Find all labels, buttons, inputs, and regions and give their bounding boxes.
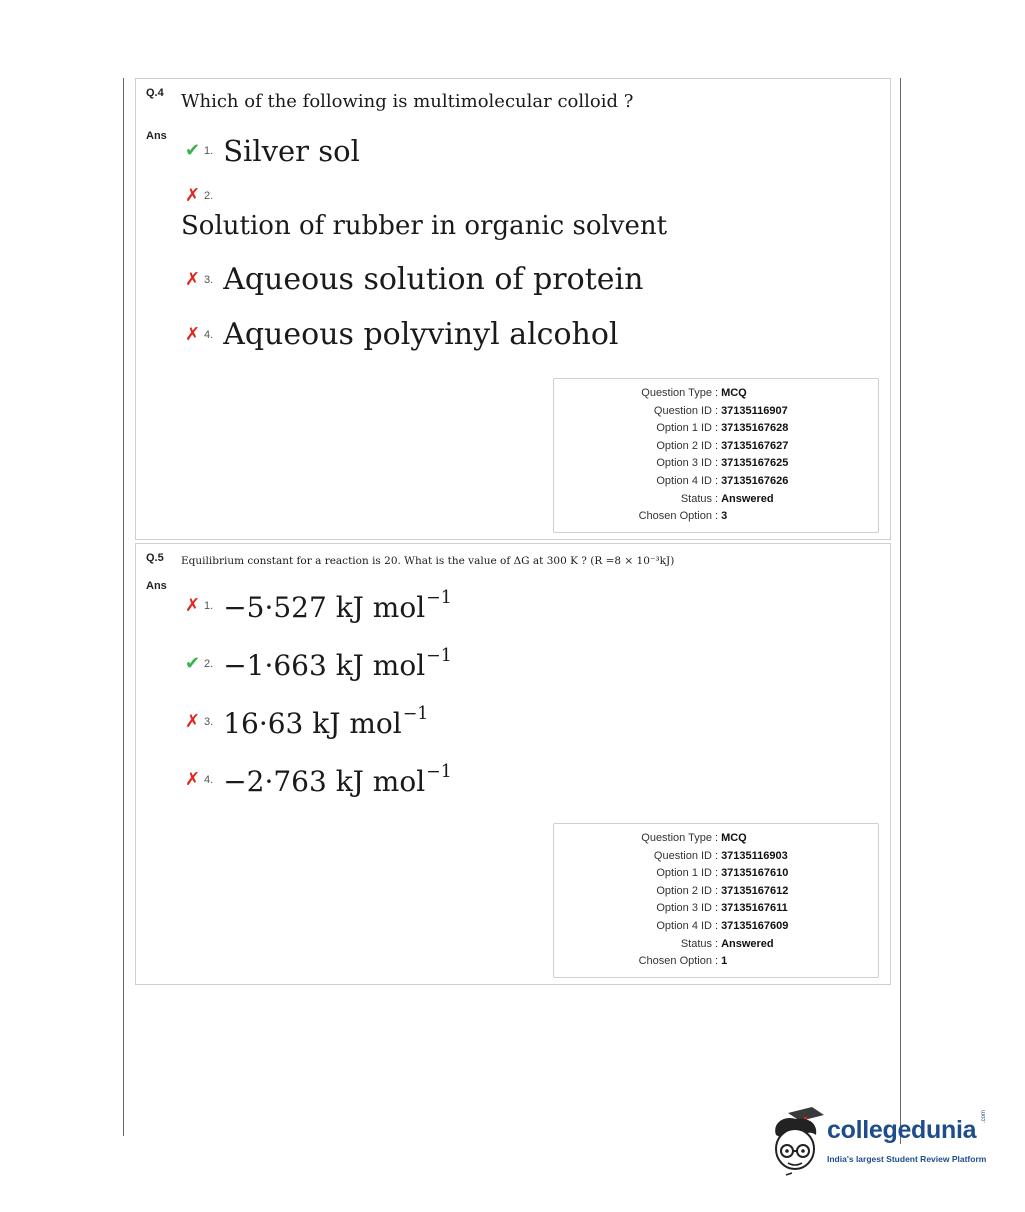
meta-value: 3	[721, 510, 728, 523]
meta-key: Option 4 ID	[656, 919, 712, 932]
option-exponent: −1	[402, 704, 429, 724]
meta-value: MCQ	[721, 387, 747, 399]
cross-icon: ✗	[185, 768, 201, 790]
option-text: Aqueous polyvinyl alcohol	[223, 317, 619, 352]
check-icon: ✔	[185, 140, 201, 161]
option-exponent: −1	[426, 646, 452, 666]
brand-name: collegedunia	[827, 1116, 977, 1144]
meta-value: Answered	[721, 937, 774, 950]
answer-label: Ans	[146, 130, 167, 142]
meta-key: Option 3 ID	[656, 902, 712, 915]
mascot-icon	[768, 1105, 826, 1180]
cross-icon: ✗	[185, 594, 201, 616]
option-exponent: −1	[426, 762, 452, 782]
meta-row: Option 4 ID : 37135167626	[554, 473, 878, 491]
cross-icon: ✗	[185, 710, 201, 732]
option-4	[185, 762, 452, 798]
option-number: 1.	[204, 145, 214, 157]
meta-row: Option 3 ID : 37135167625	[554, 455, 878, 473]
meta-row: Option 2 ID : 37135167627	[554, 438, 878, 456]
option-text: −1·663 kJ mol	[223, 648, 426, 682]
option-number: 1.	[204, 599, 214, 612]
question-number: Q.5	[146, 552, 164, 564]
question-card-4	[135, 78, 891, 540]
meta-key: Option 1 ID	[656, 422, 712, 435]
meta-key: Option 4 ID	[656, 474, 712, 487]
cross-icon: ✗	[185, 185, 201, 206]
option-number: 3.	[204, 273, 214, 286]
meta-key: Question ID	[653, 404, 712, 417]
option-3	[185, 262, 643, 297]
meta-row: Status : Answered	[554, 491, 878, 509]
question-text: Which of the following is multimolecular colloid ?	[181, 91, 634, 112]
page-border-left	[123, 78, 124, 1136]
option-2	[185, 646, 452, 682]
collegedunia-logo	[768, 1105, 998, 1185]
meta-key: Status	[680, 492, 712, 505]
option-2-marker	[185, 187, 223, 205]
option-number: 4.	[204, 328, 214, 341]
meta-value: 37135167626	[721, 474, 789, 487]
meta-key: Option 2 ID	[656, 439, 712, 452]
meta-value: 37135167625	[721, 457, 789, 470]
option-1	[185, 134, 360, 168]
meta-key: Question ID	[653, 849, 712, 862]
option-text: 16·63 kJ mol	[223, 706, 402, 740]
meta-value: 37135167610	[721, 867, 789, 880]
question-number: Q.4	[146, 87, 164, 99]
meta-key: Status	[680, 937, 712, 950]
cross-icon: ✗	[185, 268, 201, 290]
meta-row: Question Type : MCQ	[554, 830, 878, 848]
meta-row: Question ID : 37135116907	[554, 403, 878, 421]
meta-value: 1	[721, 955, 728, 968]
meta-row: Status : Answered	[554, 936, 878, 954]
question-card-5	[135, 543, 891, 985]
meta-key: Option 1 ID	[656, 867, 712, 880]
question-meta-box	[553, 823, 879, 978]
check-icon: ✔	[185, 652, 201, 674]
meta-value: 37135116903	[721, 849, 788, 862]
meta-value: Answered	[721, 492, 774, 505]
meta-value: 37135116907	[721, 404, 788, 417]
option-1	[185, 588, 452, 624]
answer-label: Ans	[146, 580, 167, 592]
option-text: Silver sol	[223, 134, 360, 168]
meta-row: Chosen Option : 3	[554, 508, 878, 526]
meta-value: MCQ	[721, 832, 747, 844]
meta-row: Question ID : 37135116903	[554, 848, 878, 866]
meta-row: Question Type : MCQ	[554, 385, 878, 403]
option-3	[185, 704, 428, 740]
option-number: 3.	[204, 715, 214, 728]
option-4	[185, 317, 619, 352]
meta-key: Chosen Option	[638, 955, 712, 968]
meta-key: Question Type	[641, 387, 712, 399]
option-number: 2.	[204, 657, 214, 670]
meta-key: Option 2 ID	[656, 884, 712, 897]
cross-icon: ✗	[185, 323, 201, 345]
meta-value: 37135167609	[721, 919, 789, 932]
meta-key: Option 3 ID	[656, 457, 712, 470]
meta-row: Option 3 ID : 37135167611	[554, 900, 878, 918]
meta-row: Option 4 ID : 37135167609	[554, 918, 878, 936]
meta-key: Chosen Option	[638, 510, 712, 523]
option-text: Aqueous solution of protein	[223, 262, 644, 297]
meta-value: 37135167611	[721, 902, 788, 915]
option-text: −5·527 kJ mol	[223, 590, 426, 624]
meta-row: Option 1 ID : 37135167628	[554, 420, 878, 438]
meta-row: Option 1 ID : 37135167610	[554, 865, 878, 883]
meta-value: 37135167628	[721, 422, 789, 435]
meta-value: 37135167612	[721, 884, 789, 897]
meta-key: Question Type	[641, 832, 712, 844]
brand-suffix: .com	[981, 1109, 987, 1123]
meta-row: Chosen Option : 1	[554, 953, 878, 971]
option-exponent: −1	[426, 588, 452, 608]
question-text: Equilibrium constant for a reaction is 20. What is the value of ΔG at 300 K ? (R =8 × 10⁻³kJ)	[181, 555, 675, 567]
meta-row: Option 2 ID : 37135167612	[554, 883, 878, 901]
brand-tagline: India's largest Student Review Platform	[827, 1154, 987, 1164]
meta-value: 37135167627	[721, 439, 789, 452]
question-meta-box	[553, 378, 879, 533]
option-number: 4.	[204, 773, 214, 786]
option-2-text: Solution of rubber in organic solvent	[181, 211, 668, 241]
page-border-right	[900, 78, 901, 1144]
option-number: 2.	[204, 190, 214, 202]
option-text: −2·763 kJ mol	[223, 764, 426, 798]
